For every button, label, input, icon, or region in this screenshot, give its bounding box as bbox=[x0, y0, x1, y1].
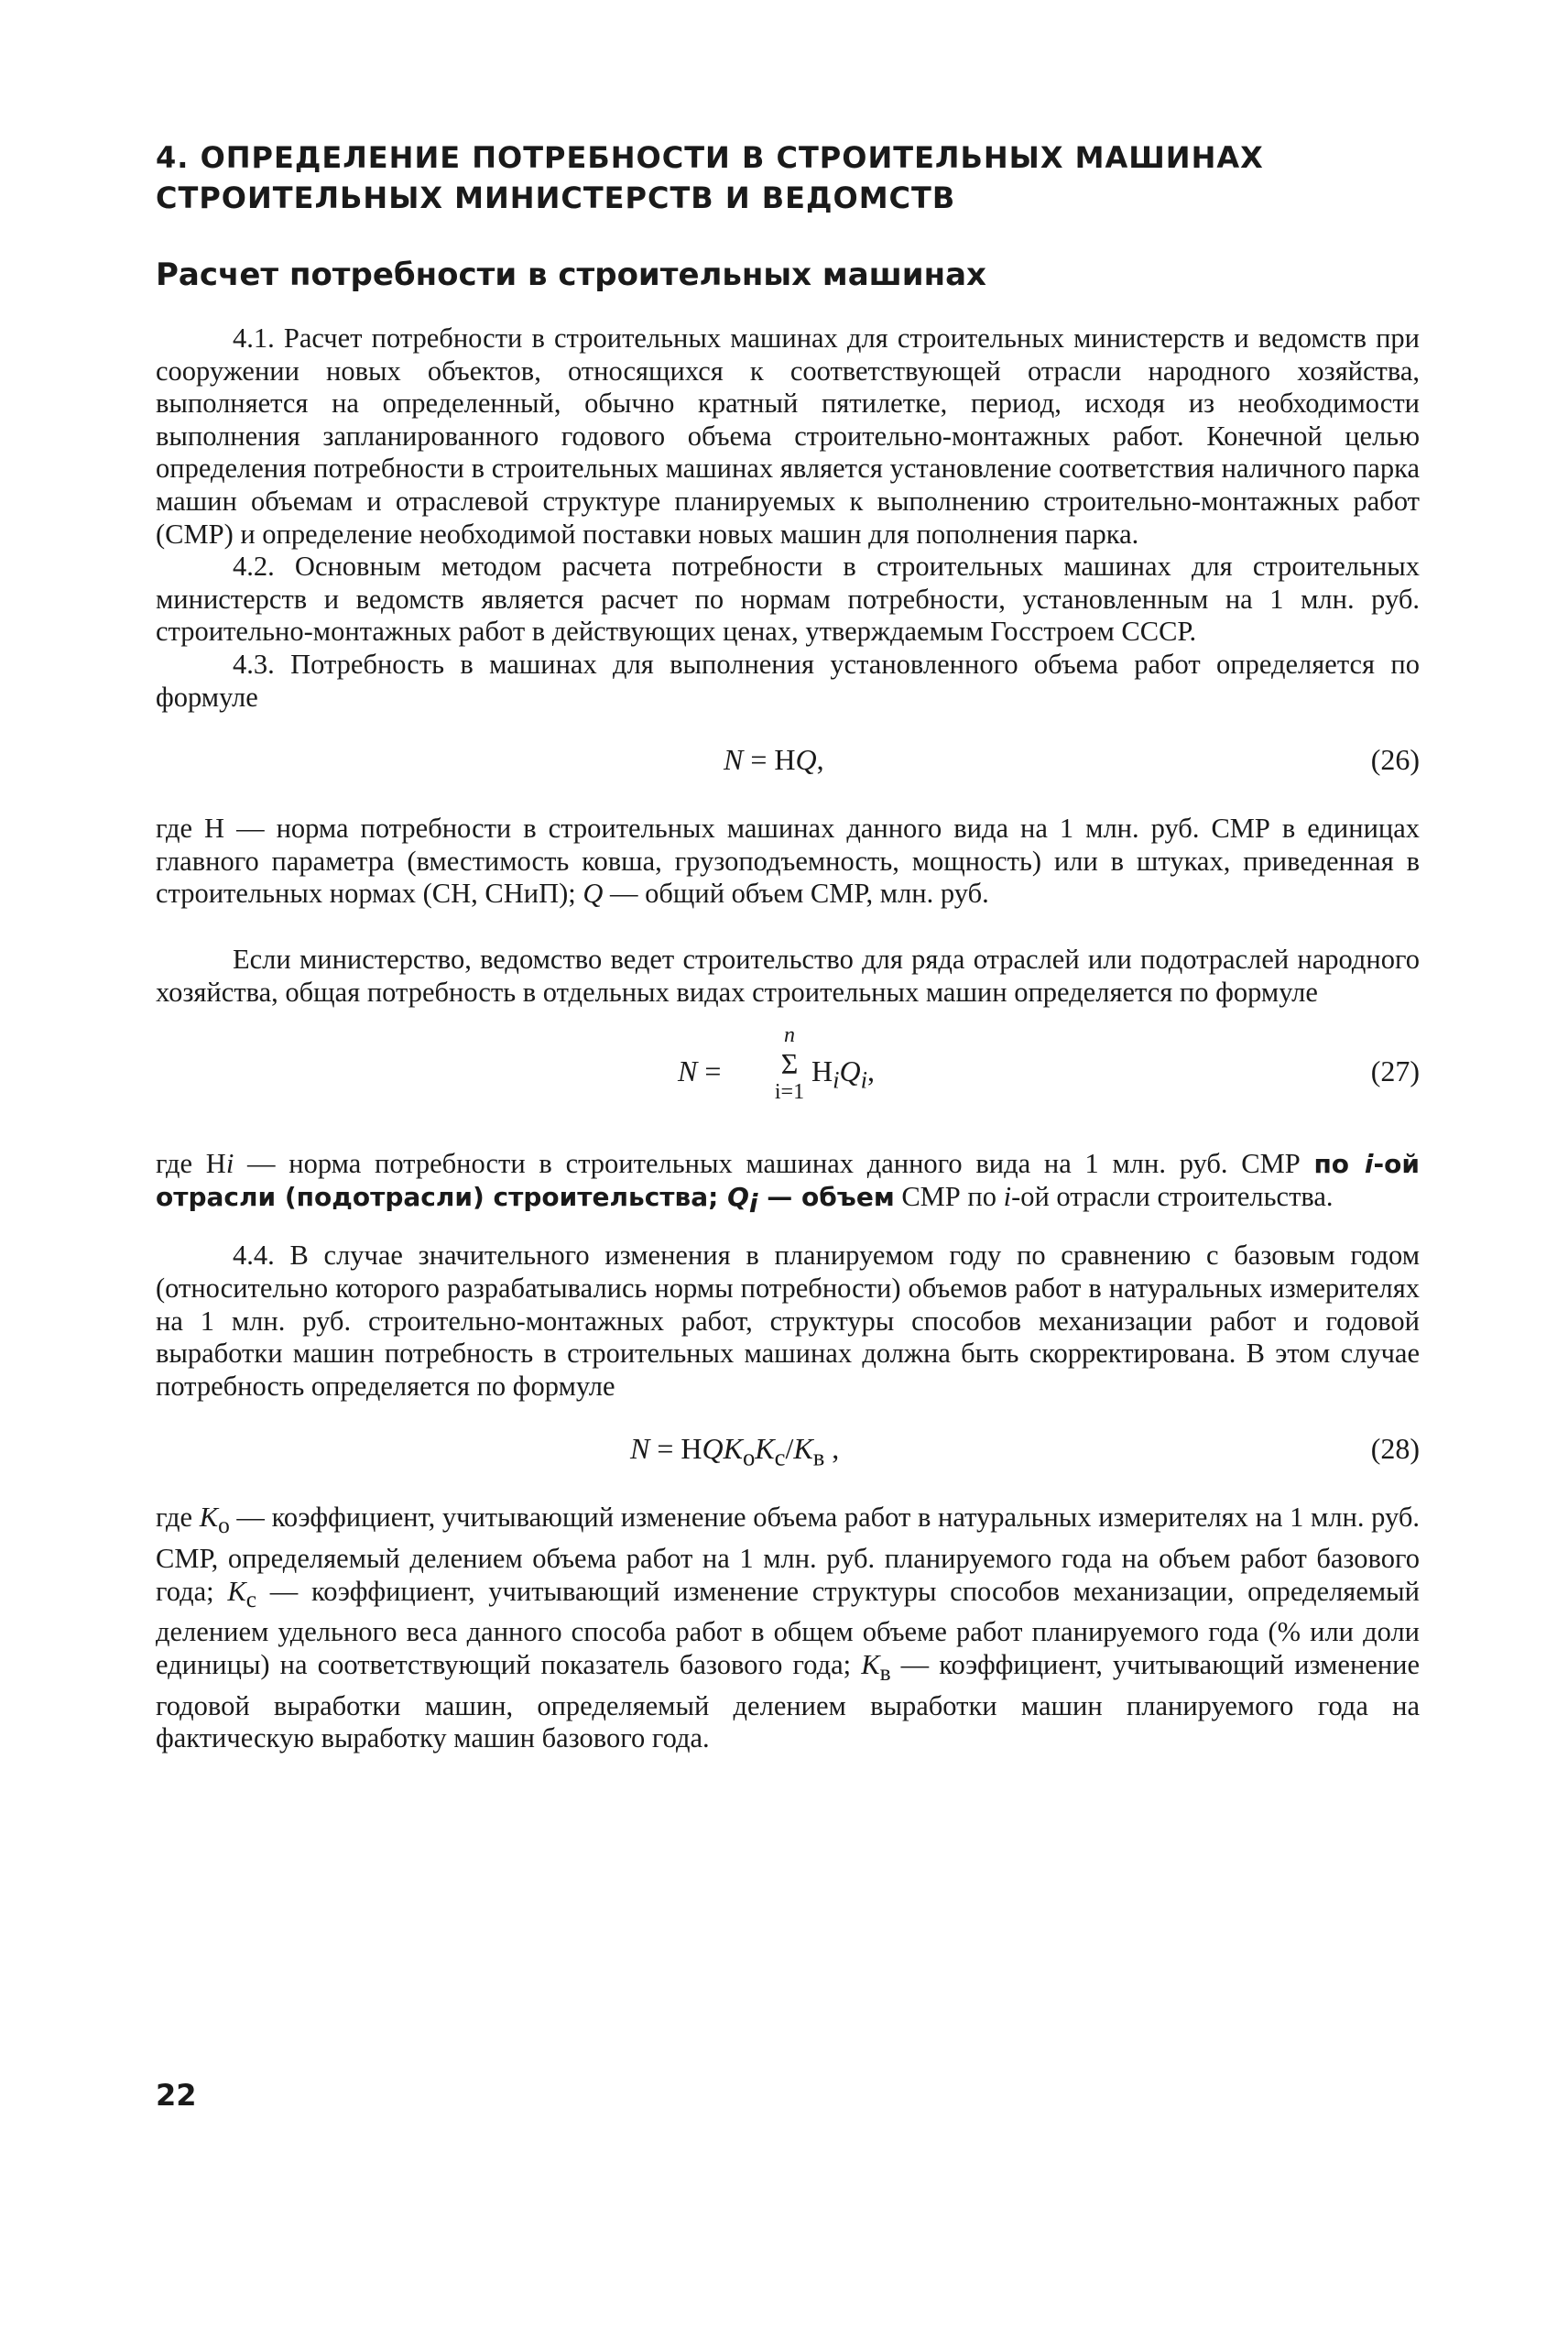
formula-26-expression: N = НQ, bbox=[724, 743, 824, 777]
paragraph-4-3: 4.3. Потребность в машинах для выполнения установленного объема работ определяется по формуле bbox=[156, 648, 1420, 713]
paragraph-4-2: 4.2. Основным методом расчета потребности в строительных машинах для строительных министерств и ведомств является расчет по нормам потребности, установленным на 1 млн. руб. строительно-монтажных работ в действующих ценах, утверждаемым Госстроем СССР. bbox=[156, 551, 1420, 648]
formula-27-rhs: $Н_iQ_i$, bbox=[811, 1054, 876, 1094]
formula-27-explanation: где Нi — норма потребности в строительных машинах данного вида на 1 млн. руб. СМР по i-ой отрасли (подотрасли) строительства; $Q_i$ — объем СМР по i-ой отрасли строительства. bbox=[156, 1148, 1420, 1218]
formula-27-number: (27) bbox=[1370, 1054, 1420, 1088]
paragraph-multi-branch: Если министерство, ведомство ведет строительство для ряда отраслей или подотраслей народного хозяйства, общая потребность в отдельных видах строительных машин определяется по формуле bbox=[156, 943, 1420, 1008]
formula-28 bbox=[156, 1421, 1420, 1485]
section-title: Расчет потребности в строительных машинах bbox=[156, 257, 986, 293]
paragraph-4-1: 4.1. Расчет потребности в строительных машинах для строительных министерств и ведомств при сооружении новых объектов, относящихся к соответствующей отрасли народного хозяйства, выполняется на определенный, обычно кратный пятилетке, период, исходя из необходимости выполнения запланированного годового объема строительно-монтажных работ. Конечной целью определения потребности в строительных машинах является установление соответствия наличного парка машин объемам и отраслевой структуре планируемых к выполнению строительно-монтажных работ (СМР) и определение необходимой поставки новых машин для пополнения парка. bbox=[156, 322, 1420, 550]
formula-27-sum-sign: n Σ i=1 bbox=[774, 1023, 805, 1105]
formula-27 bbox=[156, 1023, 1420, 1124]
formula-26-explanation: где Н — норма потребности в строительных машинах данного вида на 1 млн. руб. СМР в единицах главного параметра (вместимость ковша, грузоподъемность, мощность) или в штуках, приведенная в строительных нормах (СН, СНиП); Q — общий объем СМР, млн. руб. bbox=[156, 813, 1420, 910]
formula-27-lhs: N = bbox=[678, 1054, 722, 1088]
chapter-title-line-2: СТРОИТЕЛЬНЫХ МИНИСТЕРСТВ И ВЕДОМСТВ bbox=[156, 180, 956, 215]
chapter-title-line-1: 4. ОПРЕДЕЛЕНИЕ ПОТРЕБНОСТИ В СТРОИТЕЛЬНЫХ МАШИНАХ bbox=[156, 140, 1264, 175]
formula-28-number: (28) bbox=[1370, 1432, 1420, 1466]
formula-28-explanation: где $K_о$ — коэффициент, учитывающий изменение объема работ в натуральных измерителях на 1 млн. руб. СМР, определяемый делением объема работ на 1 млн. руб. планируемого года на объем работ базового года; $K_с$ — коэффициент, учитывающий изменение структуры способов механизации, определяемый делением удельного веса данного способа работ в общем объеме работ планируемого года (% или доли единицы) на соответствующий показатель базового года; $K_в$ — коэффициент, учитывающий изменение годовой выработки машин, определяемый делением выработки машин планируемого года на фактическую выработку машин базового года. bbox=[156, 1502, 1421, 1754]
document-page bbox=[156, 137, 1420, 1755]
chapter-title bbox=[156, 137, 1420, 218]
formula-28-expression: $N = НQK_оK_с/K_в$ , bbox=[630, 1432, 840, 1471]
formula-26-number: (26) bbox=[1370, 743, 1420, 777]
paragraph-4-4: 4.4. В случае значительного изменения в планируемом году по сравнению с базовым годом (относительно которого разрабатывались нормы потребности) объемов работ в натуральных измерителях на 1 млн. руб. строительно-монтажных работ, структуры способов механизации работ и годовой выработки машин потребность в строительных машинах должна быть скорректирована. В этом случае потребность определяется по формуле bbox=[156, 1240, 1420, 1402]
formula-26 bbox=[156, 732, 1420, 796]
page-number: 22 bbox=[156, 2078, 197, 2113]
